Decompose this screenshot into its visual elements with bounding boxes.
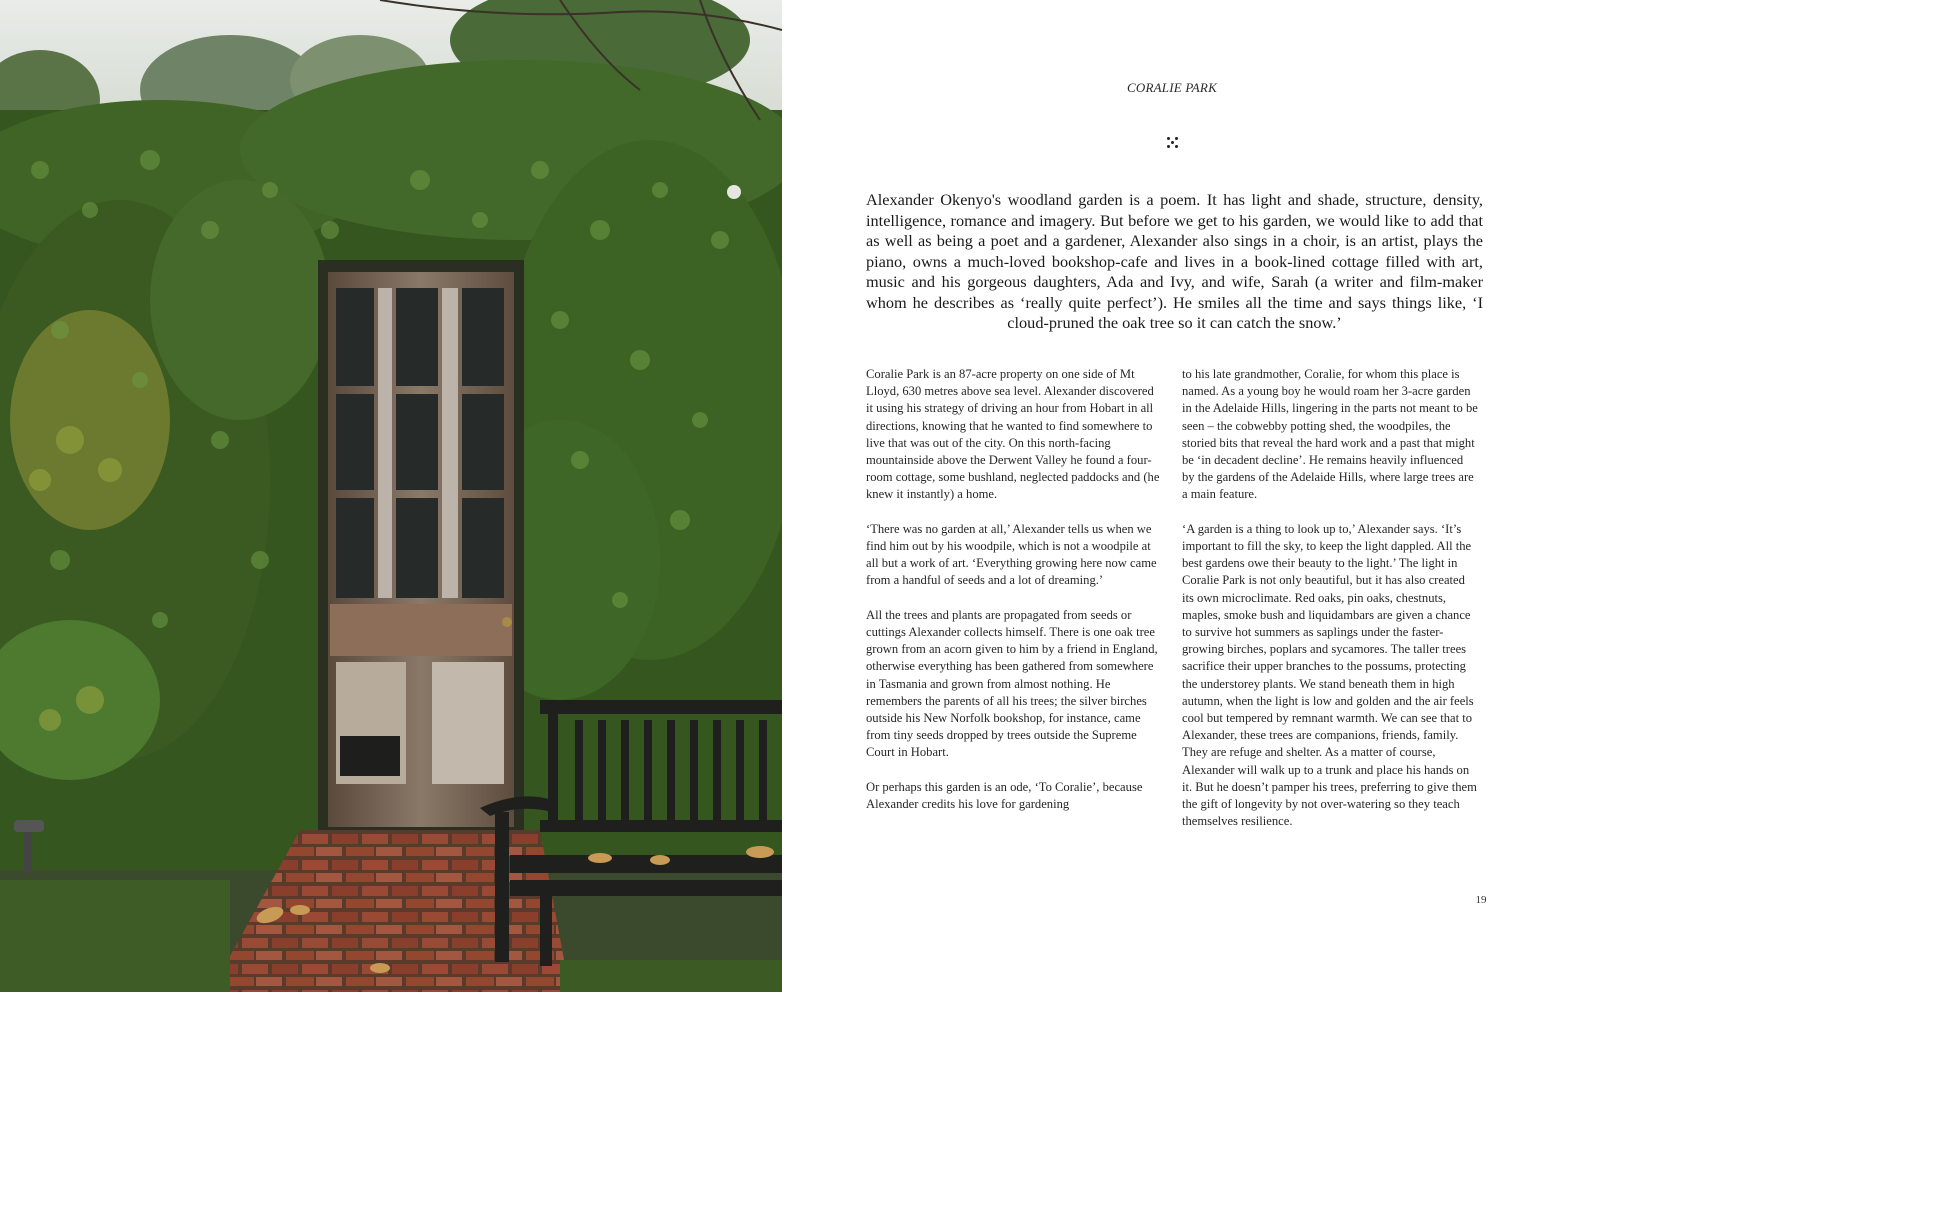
standfirst: Alexander Okenyo's woodland garden is a poem. It has light and shade, structure, density, intelligence, romance and imagery. But before we get to his garden, we would like to add that as well as being a poet and a gardener, Alexander also sings in a choir, is an artist, plays the piano, owns a much-loved bookshop-cafe and lives in a book-lined cottage filled with art, music and his gorgeous daughters, Ada and Ivy, and wife, Sarah (a writer and film-maker whom he describes as ‘really quite perfect’). He smiles all the time and says things like, ‘I cloud-pruned the oak tree so it can catch the snow.’: [866, 190, 1483, 332]
paragraph: Or perhaps this garden is an ode, ‘To Coralie’, because Alexander credits his love for gardening: [866, 779, 1143, 812]
paragraph: ‘There was no garden at all,’ Alexander tells us when we find him out by his woodpile, which is not a woodpile at all but a work of art. ‘Everything growing here now came from a handful of seeds and a lot of dreaming.’: [866, 521, 1157, 588]
running-head: CORALIE PARK: [1127, 80, 1217, 95]
garden-door-photo: [0, 0, 782, 992]
left-column: [866, 366, 1162, 830]
four-dot-ornament-icon: [1166, 136, 1180, 150]
paragraph: All the trees and plants are propagated from seeds or cuttings Alexander collects himself. There is one oak tree grown from an acorn given to him by a friend in England, otherwise everything has been gathered from somewhere in Tasmania and grown from almost nothing. He remembers the parents of all his trees; the silver birches outside his New Norfolk bookshop, for instance, came from tiny seeds dropped by trees outside the Supreme Court in Hobart.: [866, 607, 1158, 760]
page-number: 19: [1475, 894, 1487, 906]
paragraph: ‘A garden is a thing to look up to,’ Alexander says. ‘It’s important to fill the sky, to keep the light dappled. All the best gardens owe their beauty to the light.’ The light in Coralie Park is not only beautiful, but it has also created its own microclimate. Red oaks, pin oaks, chestnuts, maples, smoke bush and liquidambars are given a chance to survive hot summers as saplings under the faster-growing birches, poplars and sycamores. The taller trees sacrifice their upper branches to the possums, protecting the understorey plants. We stand beneath them in high autumn, when the light is low and golden and the air feels cool but tempered by remnant warmth. We can see that to Alexander, these trees are companions, friends, family. They are refuge and shelter. As a matter of course, Alexander will walk up to a trunk and place his hands on it. But he doesn’t pamper his trees, preferring to give them the gift of longevity by not over-watering so they teach themselves resilience.: [1182, 521, 1477, 829]
article-page: [782, 0, 1562, 992]
paragraph: to his late grandmother, Coralie, for whom this place is named. As a young boy he would roam her 3-acre garden in the Adelaide Hills, lingering in the parts not meant to be seen – the cobwebby potting shed, the woodpiles, the storied bits that reveal the hard work and a past that might be ‘in decadent decline’. He remains heavily influenced by the gardens of the Adelaide Hills, where large trees are a main feature.: [1182, 367, 1478, 502]
paragraph: Coralie Park is an 87-acre property on one side of Mt Lloyd, 630 metres above sea level. Alexander discovered it using his strategy of driving an hour from Hobart in all directions, knowing that he wanted to find somewhere to live that was out of the city. On this north-facing mountainside above the Derwent Valley he found a four-room cottage, some bushland, neglected paddocks and (he knew it instantly) a home.: [866, 367, 1160, 502]
right-column: [1182, 366, 1478, 848]
